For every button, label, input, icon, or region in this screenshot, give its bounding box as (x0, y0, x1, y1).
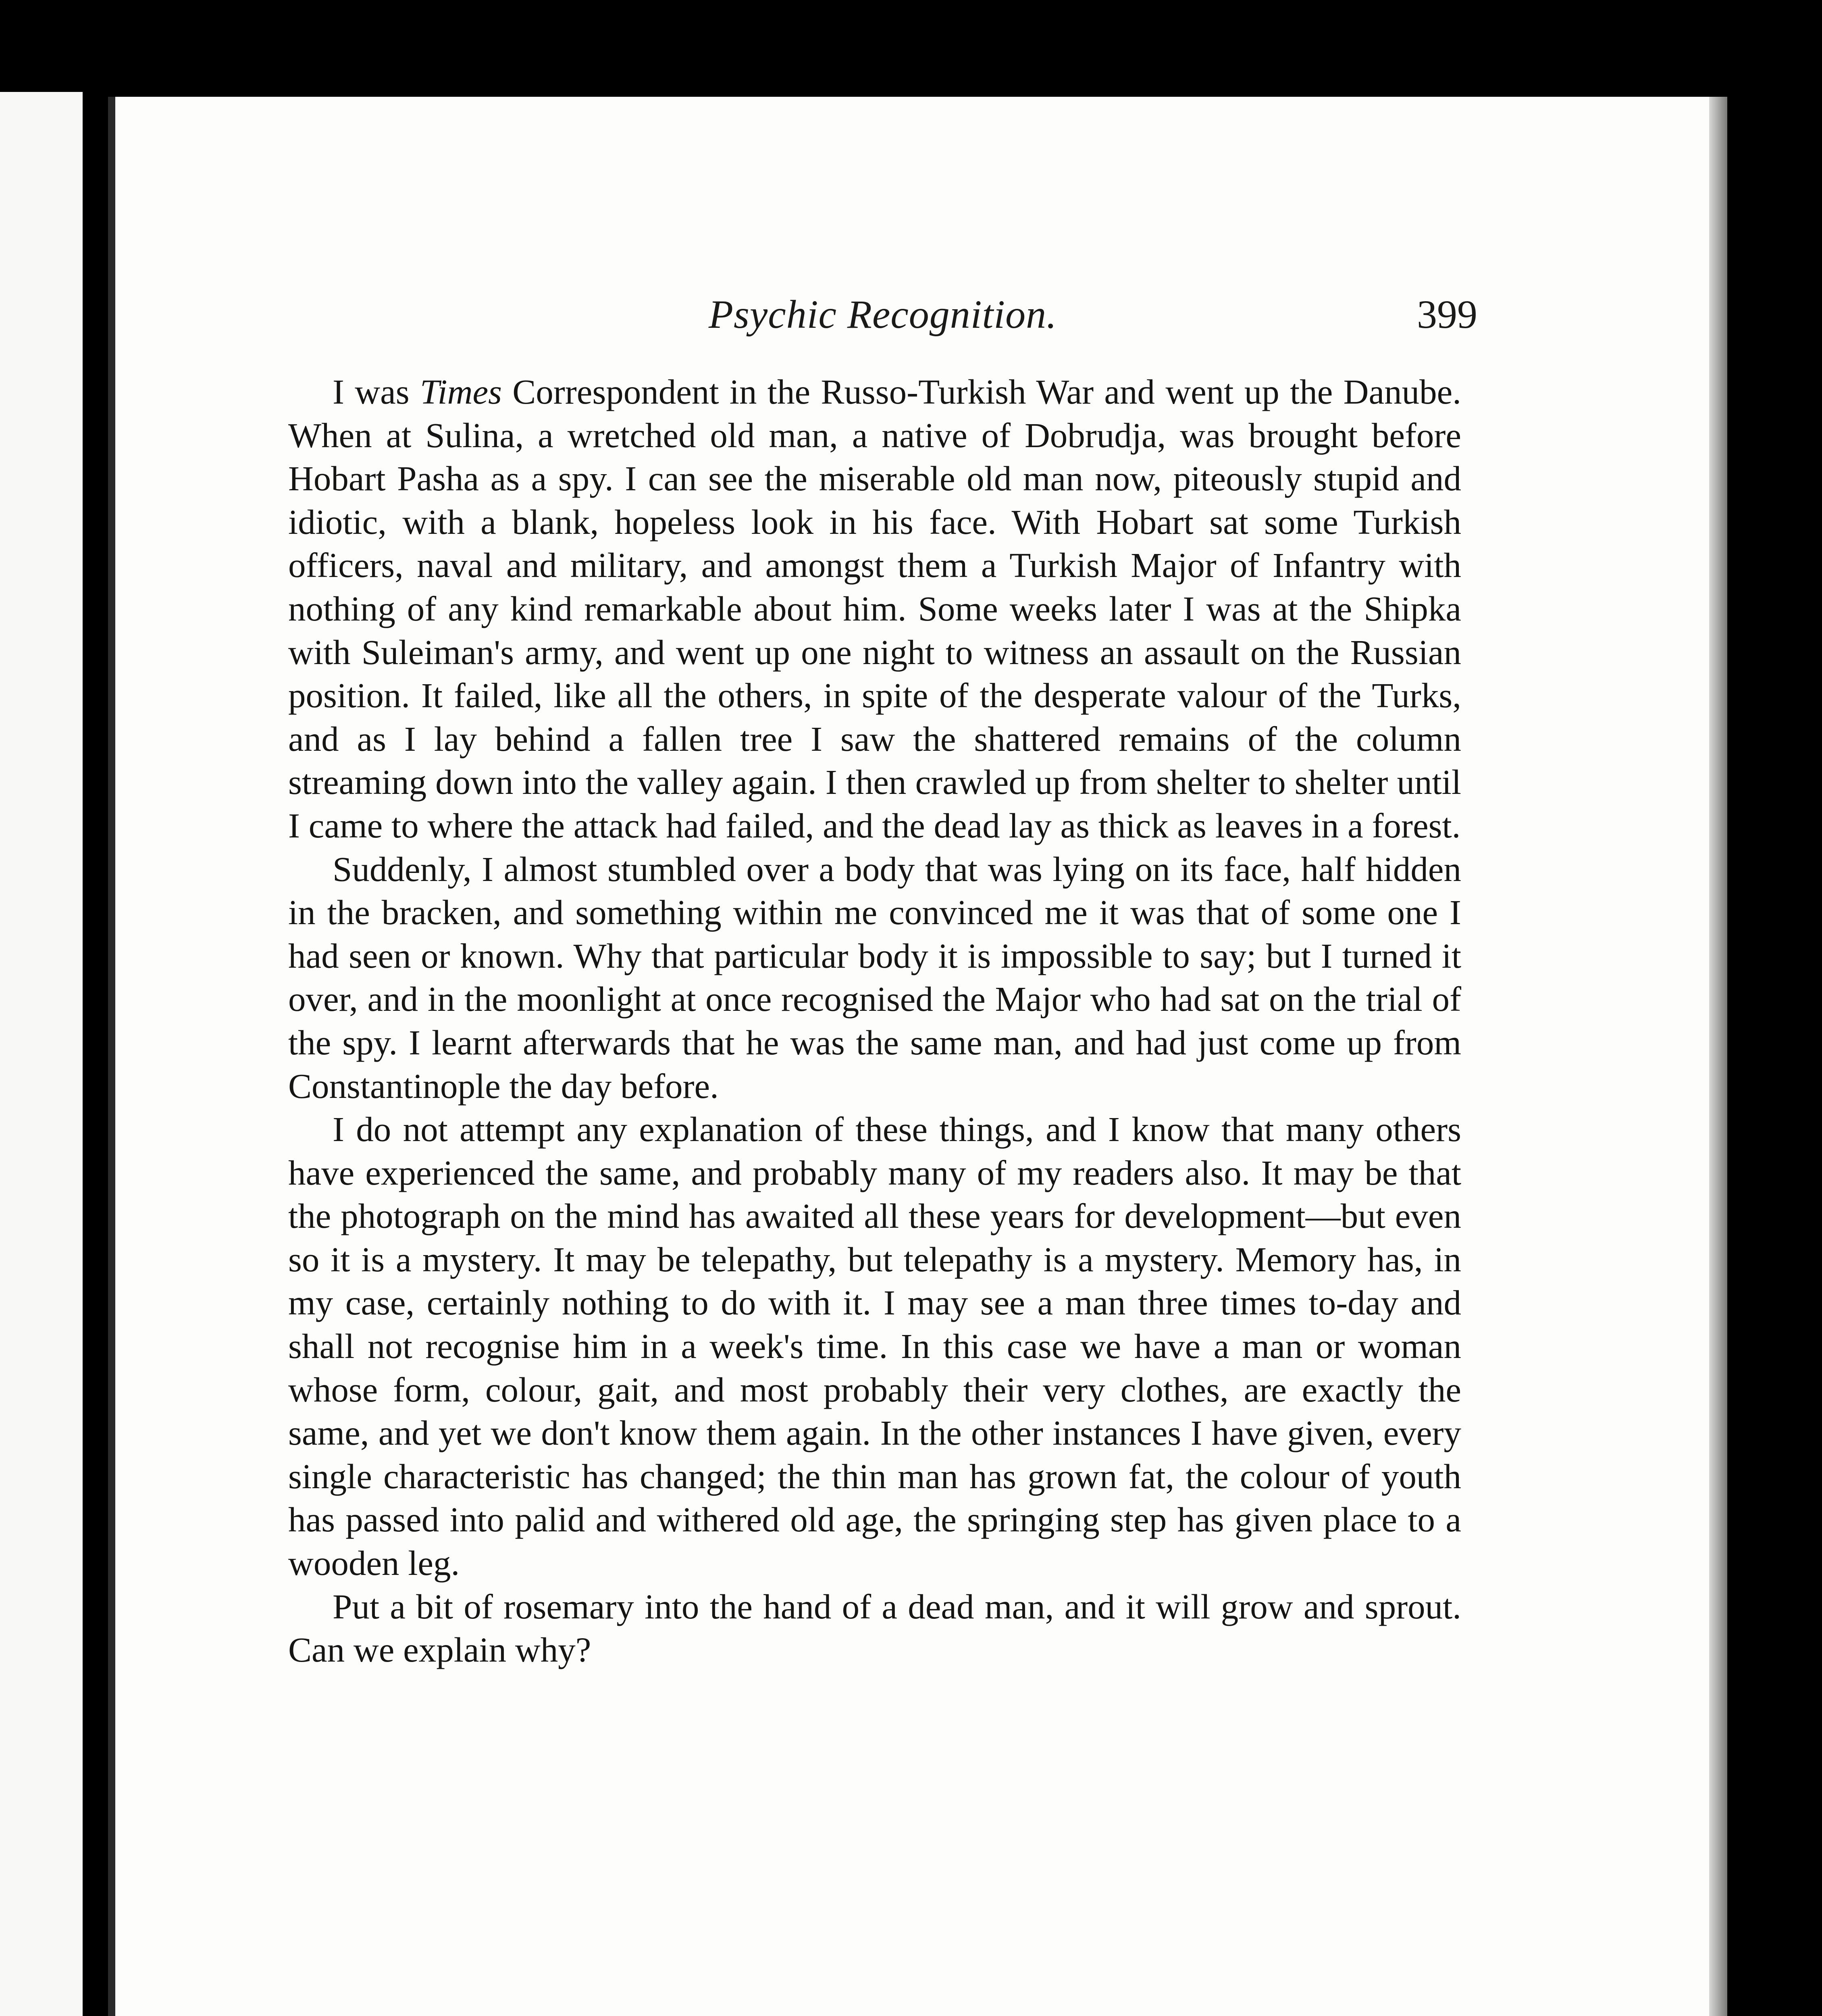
running-title: Psychic Recognition. (708, 292, 1057, 337)
paragraph-1-rest: Correspondent in the Russo-Turkish War and went up the Danube. When at Sulina, a wretched old man, a native of Dobrudja, was brought before Hobart Pasha as a spy. I can see the miserable old man now, piteously stupid and idiotic, with a blank, hopeless look in his face. With Hobart sat some Turkish officers, naval and military, and amongst them a Turkish Major of Infantry with nothing of any kind remarkable about him. Some weeks later I was at the Shipka with Suleiman's army, and went up one night to witness an assault on the Russian position. It failed, like all the others, in spite of the desperate valour of the Turks, and as I lay behind a fallen tree I saw the shattered remains of the column streaming down into the valley again. I then crawled up from shelter to shelter until I came to where the attack had failed, and the dead lay as thick as leaves in a forest. (288, 372, 1461, 845)
facing-page-edge (0, 92, 83, 2016)
page-number: 399 (1417, 292, 1477, 337)
paragraph-3: I do not attempt any explanation of these things, and I know that many others have experienced the same, and probably many of my readers also. It may be that the photograph on the mind has awaited all these years for development—but even so it is a mystery. It may be telepathy, but telepathy is a mystery. Memory has, in my case, certainly nothing to do with it. I may see a man three times to-day and shall not recognise him in a week's time. In this case we have a man or woman whose form, colour, gait, and most probably their very clothes, are exactly the same, and yet we don't know them again. In the other instances I have given, every single characteristic has changed; the thin man has grown fat, the colour of youth has passed into palid and withered old age, the springing step has given place to a wooden leg. (288, 1110, 1461, 1583)
paragraph-1 (288, 370, 1461, 848)
paragraph-2: Suddenly, I almost stumbled over a body that was lying on its face, half hidden in the bracken, and something within me convinced me it was that of some one I had seen or known. Why that particular body it is impossible to say; but I turned it over, and in the moonlight at once recognised the Major who had sat on the trial of the spy. I learnt afterwards that he was the same man, and had just come up from Constantinople the day before. (288, 849, 1461, 1106)
paragraph-4: Put a bit of rosemary into the hand of a dead man, and it will grow and sprout. Can we explain why? (288, 1587, 1461, 1670)
body-text (288, 370, 1461, 1672)
page-header (288, 282, 1477, 347)
paragraph-1-start: I was (333, 372, 420, 411)
newspaper-title: Times (420, 372, 502, 411)
page-edge-shadow (1709, 97, 1727, 2016)
